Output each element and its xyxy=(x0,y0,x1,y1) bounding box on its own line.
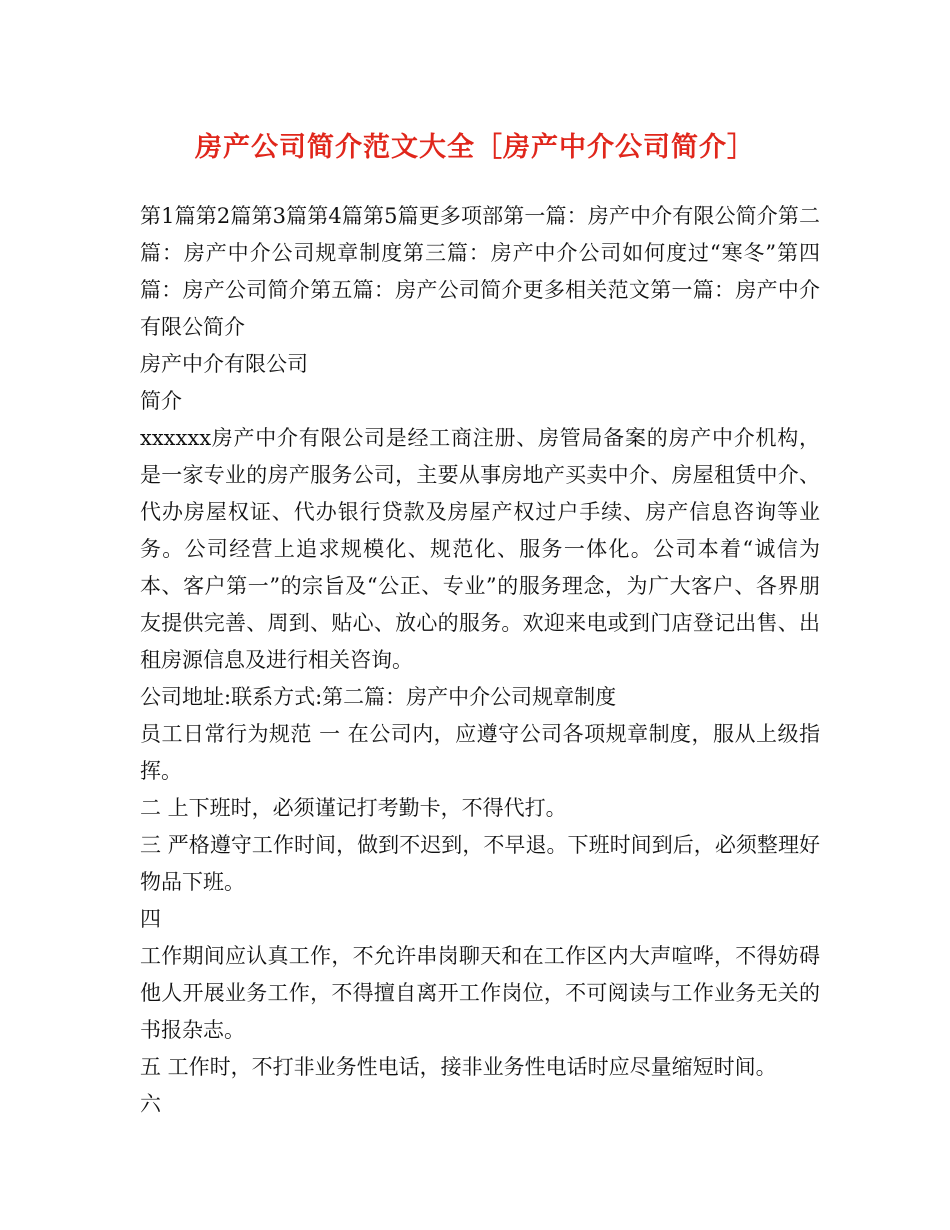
paragraph-rule-3: 三 严格遵守工作时间，做到不迟到，不早退。下班时间到后，必须整理好物品下班。 xyxy=(140,833,820,894)
paragraph-rule-4-number: 四 xyxy=(140,907,161,931)
paragraph-intro-heading: 简介 xyxy=(140,389,182,413)
paragraph-rule-6-number: 六 xyxy=(140,1092,161,1116)
paragraph-rule-1: 员工日常行为规范 一 在公司内，应遵守公司各项规章制度，服从上级指挥。 xyxy=(140,722,820,783)
paragraph-toc: 第1篇第2篇第3篇第4篇第5篇更多项部第一篇：房产中介有限公简介第二篇：房产中介公司规章制度第三篇：房产中介公司如何度过“寒冬”第四篇：房产公司简介第五篇：房产公司简介更多相关范文第一篇：房产中介有限公简介 xyxy=(140,204,820,339)
document-title: 房产公司简介范文大全［房产中介公司简介］ xyxy=(195,132,755,163)
paragraph-rule-2: 二 上下班时，必须谨记打考勤卡，不得代打。 xyxy=(140,796,567,820)
paragraph-company-intro: xxxxxx房产中介有限公司是经工商注册、房管局备案的房产中介机构，是一家专业的房产服务公司，主要从事房地产买卖中介、房屋租赁中介、代办房屋权证、代办银行贷款及房屋产权过户手续、房产信息咨询等业务。公司经营上追求规模化、规范化、服务一体化。公司本着“诚信为本、客户第一”的宗旨及“公正、专业”的服务理念，为广大客户、各界朋友提供完善、周到、贴心、放心的服务。欢迎来电或到门店登记出售、出租房源信息及进行相关咨询。 xyxy=(140,426,820,672)
paragraph-address-contact: 公司地址:联系方式:第二篇：房产中介公司规章制度 xyxy=(140,685,617,709)
paragraph-rule-4: 工作期间应认真工作，不允许串岗聊天和在工作区内大声喧哗，不得妨碍他人开展业务工作，不得擅自离开工作岗位，不可阅读与工作业务无关的书报杂志。 xyxy=(140,944,820,1042)
paragraph-rule-5: 五 工作时，不打非业务性电话，接非业务性电话时应尽量缩短时间。 xyxy=(140,1055,777,1079)
paragraph-company-name: 房产中介有限公司 xyxy=(140,352,308,376)
document-body xyxy=(140,198,820,1123)
